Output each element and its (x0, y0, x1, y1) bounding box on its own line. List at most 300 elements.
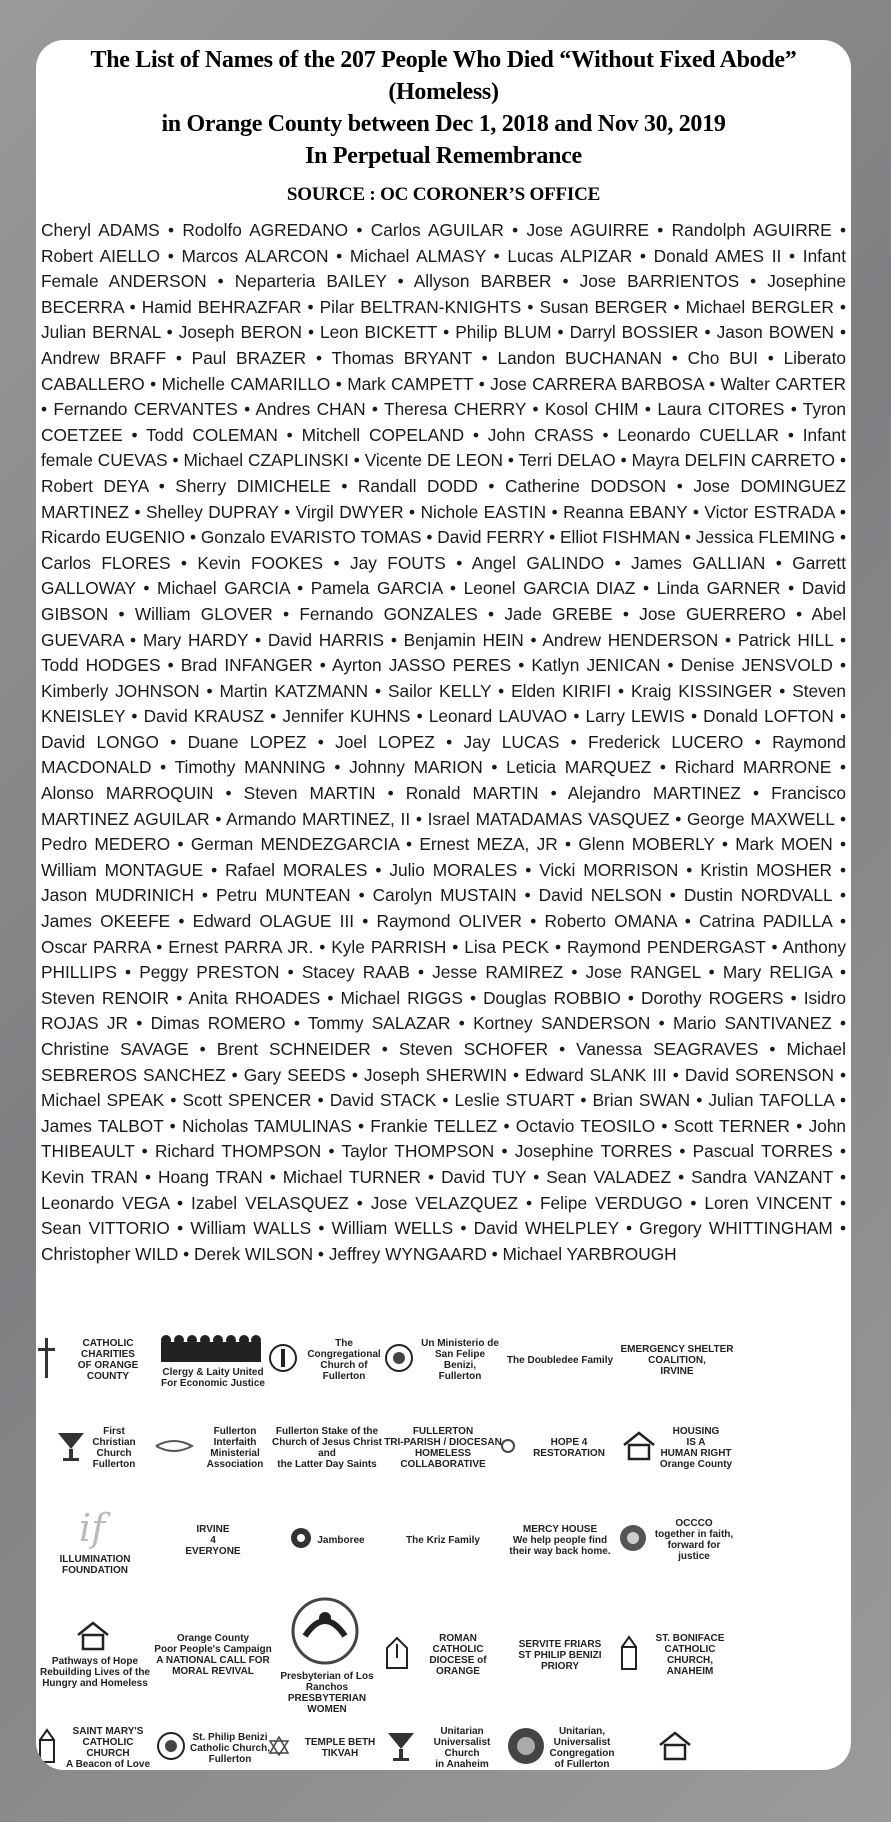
person-name: Derek WILSON (194, 1243, 314, 1264)
separator: • (832, 885, 847, 906)
separator: • (739, 271, 768, 292)
person-name: Rafael MORALES (225, 859, 368, 880)
person-name: Susan BERGER (539, 296, 668, 317)
separator: • (301, 296, 320, 317)
separator: • (502, 450, 519, 471)
person-name: Garrett GALLOWAY (41, 552, 847, 599)
person-name: Jose VELAZQUEZ (370, 1192, 519, 1213)
person-name: Josephine TORRES (514, 1141, 673, 1162)
separator: • (345, 1064, 364, 1085)
person-name: Darryl BOSSIER (569, 322, 699, 343)
person-name: Josephine BECERRA (41, 271, 847, 317)
sponsor-name (92, 1426, 135, 1470)
separator: • (354, 911, 377, 932)
dove-icon (290, 1596, 360, 1671)
person-name: Jason BOWEN (716, 322, 834, 343)
person-name: Elliot FISHMAN (560, 527, 681, 548)
separator: • (511, 655, 532, 676)
separator: • (743, 731, 773, 752)
sponsor-line: St. Philip Benizi (192, 1731, 268, 1743)
person-name: Michael SPEAK (41, 1090, 165, 1111)
separator: • (450, 1013, 474, 1034)
separator: • (503, 220, 527, 240)
separator: • (655, 1115, 674, 1136)
person-name: Michael RIGGS (340, 987, 463, 1008)
person-name: Sean VITTORIO (41, 1218, 170, 1239)
separator: • (123, 296, 142, 317)
sponsor-logo (154, 1500, 272, 1580)
person-name: Mayra DELFIN CARRETO (631, 450, 836, 471)
person-name: John CRASS (487, 424, 594, 445)
separator: • (832, 834, 847, 855)
person-name: Steven SCHOFER (398, 1039, 549, 1059)
person-name: Richard THOMPSON (154, 1141, 322, 1162)
separator: • (263, 706, 283, 727)
separator: • (368, 680, 388, 701)
sponsor-line: Church (96, 1448, 132, 1459)
separator: • (409, 962, 433, 983)
separator: • (649, 220, 672, 240)
person-name: Nicholas TAMULINAS (181, 1115, 352, 1136)
jamboree-icon (289, 1526, 313, 1555)
person-name: Dorothy ROGERS (641, 987, 784, 1008)
sponsor-line: HOUSING (672, 1426, 720, 1437)
sponsor-line: Church of Fullerton (320, 1360, 368, 1382)
separator: • (593, 424, 618, 445)
person-name: William WELLS (331, 1218, 454, 1239)
person-name: Cheryl ADAMS (41, 220, 160, 240)
person-name: Kyle PARRISH (331, 936, 447, 957)
separator: • (548, 1039, 577, 1059)
sponsor-line: HOPE 4 RESTORATION (533, 1437, 605, 1459)
title-line-3: In Perpetual Remembrance (305, 143, 582, 169)
separator: • (169, 1218, 191, 1239)
person-name: Mario SANTIVANEZ (673, 1013, 832, 1034)
separator: • (123, 629, 143, 650)
separator: • (718, 629, 738, 650)
person-name: Jose GUERRERO (639, 603, 786, 624)
separator: • (831, 757, 846, 778)
person-name: Mark MOEN (735, 834, 833, 855)
separator: • (306, 347, 332, 368)
person-name: Joseph BERON (178, 322, 302, 343)
seal-icon (156, 1731, 186, 1766)
source-line: SOURCE : OC CORONER’S OFFICE (286, 184, 601, 205)
sponsor-name (294, 1737, 386, 1759)
sponsor-logo (36, 1320, 154, 1400)
person-name: Petru MUNTEAN (215, 885, 351, 906)
separator: • (351, 1115, 371, 1136)
person-name: Alonso MARROQUIN (41, 783, 214, 804)
separator: • (160, 245, 182, 266)
separator: • (321, 1141, 342, 1162)
separator: • (832, 1166, 847, 1187)
separator: • (367, 859, 390, 880)
person-name: Michael CZAPLINSKI (183, 450, 349, 471)
person-name: Frankie TELLEZ (370, 1115, 498, 1136)
sponsor-line: Unitarian, (558, 1726, 606, 1737)
person-name: Jason MUDRINICH (41, 885, 194, 906)
separator: • (785, 603, 812, 624)
person-name: Walter CARTER (720, 373, 847, 394)
separator: • (421, 1166, 442, 1187)
separator: • (225, 1064, 244, 1085)
person-name: Leonard LAUVAO (428, 706, 568, 727)
sponsor-line: Ministerial Association (206, 1448, 264, 1470)
sponsor-name (660, 1426, 732, 1470)
person-name: Jennifer KUHNS (282, 706, 411, 727)
separator: • (551, 322, 570, 343)
sponsor-logo (618, 1708, 736, 1770)
person-name: Julian TAFOLLA (708, 1090, 834, 1111)
separator: • (471, 347, 498, 368)
separator: • (632, 245, 654, 266)
person-name: Leticia MARQUEZ (506, 757, 652, 778)
person-name: Michael GARCIA (157, 578, 290, 599)
sponsor-name (384, 1426, 502, 1470)
person-name: Jade GREBE (504, 603, 613, 624)
separator: • (348, 450, 365, 471)
separator: • (538, 783, 568, 804)
person-name: Brad INFANGER (180, 655, 313, 676)
person-name: Alejandro MARTINEZ (567, 783, 741, 804)
separator: • (772, 680, 793, 701)
separator: • (116, 962, 140, 983)
sponsor-line: Un Ministerio de (421, 1338, 499, 1349)
sponsor-name (418, 1338, 502, 1382)
sponsor-logo (618, 1408, 736, 1488)
house-icon (658, 1731, 692, 1766)
church-icon (36, 1728, 58, 1769)
sponsor-logo (384, 1605, 502, 1705)
person-name: Patrick HILL (737, 629, 834, 650)
sponsor-line: FULLERTON (412, 1426, 474, 1437)
person-name: Jay FOUTS (349, 552, 446, 573)
person-name: Richard MARRONE (674, 757, 832, 778)
separator: • (698, 322, 717, 343)
separator: • (163, 1115, 182, 1136)
sponsor-logo (36, 1500, 154, 1580)
sponsor-line: OF ORANGE COUNTY (77, 1360, 139, 1382)
separator: • (446, 936, 465, 957)
person-name: Duane LOPEZ (187, 731, 307, 752)
sponsor-line: The Congregational (307, 1338, 381, 1360)
sponsor-name (621, 1344, 734, 1377)
separator: • (660, 655, 681, 676)
person-name: Kevin FOOKES (197, 552, 324, 573)
sponsor-line: Christian (92, 1437, 136, 1448)
separator: • (213, 783, 244, 804)
sponsor-line: WOMEN (307, 1703, 347, 1715)
sponsor-logo (154, 1408, 272, 1488)
sponsor-line: IRVINE (660, 1365, 694, 1377)
person-name: Christopher WILD (41, 1243, 179, 1264)
separator: • (676, 911, 700, 932)
sponsor-line: IS A (686, 1437, 706, 1448)
sponsor-line: HOMELESS COLLABORATIVE (400, 1448, 486, 1470)
separator: • (491, 680, 512, 701)
separator: • (620, 987, 642, 1008)
person-name: Mary HARDY (142, 629, 249, 650)
person-name: Michael ALMASY (349, 245, 486, 266)
separator: • (559, 731, 589, 752)
sponsor-name (272, 1426, 382, 1470)
person-name: Catrina PADILLA (699, 911, 832, 932)
separator: • (638, 399, 658, 420)
separator: • (780, 578, 802, 599)
title-line-2: in Orange County between Dec 1, 2018 and Nov 30, 2019 (161, 111, 726, 137)
person-name: Cho BUI (687, 347, 758, 368)
person-name: Robert AIELLO (41, 245, 161, 266)
separator: • (615, 450, 632, 471)
separator: • (611, 680, 631, 701)
separator: • (832, 1192, 847, 1213)
person-name: Tommy SALAZAR (307, 1013, 451, 1034)
person-name: Gonzalo EVARISTO TOMAS (200, 527, 422, 548)
person-name: Timothy MANNING (174, 757, 326, 778)
sponsor-line: PRESBYTERIAN (287, 1692, 367, 1704)
person-name: Michael BERGLER (685, 296, 834, 317)
church-icon (618, 1635, 640, 1676)
separator: • (835, 450, 847, 471)
separator: • (784, 399, 803, 420)
person-name: David HARRIS (267, 629, 385, 650)
sponsor-line: Congregation (549, 1748, 615, 1759)
separator: • (783, 987, 804, 1008)
sponsor-line: Fullerton Interfaith (213, 1426, 257, 1448)
person-name: Denise JENSVOLD (680, 655, 833, 676)
sponsor-line: ROMAN CATHOLIC (432, 1633, 484, 1655)
person-name: Frederick LUCERO (588, 731, 744, 752)
separator: • (365, 399, 385, 420)
person-name: David TUY (441, 1166, 527, 1187)
person-name: Neparteria BAILEY (234, 271, 387, 292)
person-name: Thomas BRYANT (331, 347, 472, 368)
person-name: Jose CARRERA BARBOSA (490, 373, 704, 394)
sponsor-name (501, 1524, 619, 1557)
sponsor-line: HUMAN RIGHT (660, 1448, 732, 1459)
person-name: Jose AGUIRRE (526, 220, 650, 240)
sponsor-name (550, 1726, 615, 1770)
person-name: Paul BRAZER (191, 347, 307, 368)
separator: • (188, 1039, 217, 1059)
separator: • (137, 1166, 159, 1187)
sponsor-line: CHARITIES (81, 1349, 135, 1360)
sponsor-logo (268, 1408, 386, 1488)
person-name: Terri DELAO (518, 450, 616, 471)
sponsor-line: CATHOLIC CHURCH, (664, 1644, 716, 1666)
person-name: Joel LOPEZ (335, 731, 435, 752)
person-name: Philip BLUM (455, 322, 552, 343)
separator: • (482, 757, 507, 778)
person-name: Theresa CHERRY (384, 399, 527, 420)
separator: • (209, 808, 227, 829)
sponsor-logo (501, 1408, 619, 1488)
sponsor-line: OCCCO (675, 1518, 713, 1529)
separator: • (312, 655, 333, 676)
sponsor-line: Catholic Church, (189, 1742, 270, 1754)
person-name: Kosol CHIM (544, 399, 639, 420)
separator: • (169, 987, 189, 1008)
person-name: Roberto OMANA (544, 911, 677, 932)
person-name: Armando MARTINEZ, II (226, 808, 411, 829)
separator: • (834, 501, 846, 522)
sponsor-name (507, 1355, 613, 1366)
sponsor-line: A Beacon of Love (65, 1759, 151, 1770)
separator: • (765, 936, 783, 957)
sponsor-line: IRVINE (196, 1523, 230, 1535)
person-name: Michael SEBREROS SANCHEZ (41, 1039, 847, 1085)
separator: • (434, 731, 464, 752)
separator: • (170, 552, 198, 573)
sponsor-line: The Kriz Family (406, 1534, 480, 1546)
person-name: Michelle CAMARILLO (161, 373, 331, 394)
separator: • (494, 1141, 515, 1162)
separator: • (203, 859, 226, 880)
person-name: Scott TERNER (673, 1115, 791, 1136)
separator: • (169, 1192, 192, 1213)
sponsor-line: DIOCESE of ORANGE (429, 1655, 487, 1677)
separator: • (159, 220, 183, 240)
person-name: Jose RANGEL (585, 962, 701, 983)
separator: • (666, 1064, 685, 1085)
separator: • (151, 757, 175, 778)
sponsor-line: and (318, 1448, 336, 1459)
separator: • (160, 322, 179, 343)
person-name: Mark CAMPETT (347, 373, 474, 394)
person-name: Elden KIRIFI (511, 680, 612, 701)
person-name: Allyson BARBER (413, 271, 552, 292)
person-name: Gregory WHITTINGHAM (639, 1218, 833, 1239)
sponsor-line: For Economic Justice (161, 1377, 265, 1389)
person-name: Mary RELIGA (722, 962, 832, 983)
person-name: Liberato CABALLERO (41, 347, 847, 394)
house-icon (622, 1431, 656, 1466)
separator: • (832, 859, 846, 880)
person-name: German MENDEZGARCIA (190, 834, 399, 855)
separator: • (129, 501, 147, 522)
person-name: Raymond OLIVER (376, 911, 523, 932)
person-name: Steven KNEISLEY (41, 680, 847, 727)
separator: • (170, 911, 193, 932)
separator: • (301, 322, 321, 343)
person-name: Kimberly JOHNSON (41, 680, 200, 701)
handshake-icon (154, 1436, 194, 1461)
separator: • (485, 245, 508, 266)
sponsor-logo (384, 1408, 502, 1488)
chalice-icon (384, 1729, 418, 1768)
sponsor-logo (618, 1605, 736, 1705)
separator: • (167, 450, 184, 471)
sponsor-name (422, 1726, 502, 1770)
person-name: Marcos ALARCON (181, 245, 329, 266)
person-name: Glenn MOBERLY (578, 834, 715, 855)
separator: • (522, 911, 545, 932)
sponsor-line: FOUNDATION (62, 1564, 128, 1576)
separator: • (328, 245, 350, 266)
person-name: David WHELPLEY (473, 1218, 619, 1239)
person-name: Raymond MACDONALD (41, 731, 847, 778)
separator: • (574, 1090, 593, 1111)
sponsor-name (652, 1518, 736, 1562)
separator: • (185, 527, 201, 548)
person-name: Pamela GARCIA (310, 578, 443, 599)
sponsor-line: Fullerton (92, 1459, 136, 1470)
person-name: Leslie STUART (454, 1090, 575, 1111)
svg-text:if: if (79, 1505, 106, 1549)
sponsor-line: ILLUMINATION (59, 1553, 131, 1565)
separator: • (834, 808, 846, 829)
person-name: Dustin NORDVALL (683, 885, 833, 906)
sponsor-name (190, 1732, 270, 1765)
separator: • (557, 834, 579, 855)
separator: • (517, 859, 540, 880)
sponsor-line: SERVITE FRIARS (518, 1638, 602, 1650)
sponsor-name (161, 1367, 265, 1389)
sponsor-logo (36, 1708, 154, 1770)
person-name: Tyron COETZEE (41, 399, 847, 445)
star-icon (268, 1735, 290, 1762)
sponsor-line: Orange County (176, 1633, 250, 1644)
sponsor-line: ANAHEIM (666, 1666, 714, 1677)
person-name: Ricardo EUGENIO (41, 527, 186, 548)
separator: • (612, 603, 640, 624)
person-name: Linda GARNER (656, 578, 781, 599)
sponsor-line: Orange County (659, 1459, 733, 1470)
person-name: James GALLIAN (631, 552, 766, 573)
sponsor-line: ST. BONIFACE (655, 1633, 725, 1644)
sponsor-line: the Latter Day Saints (277, 1459, 377, 1470)
sponsor-line: in Anaheim (435, 1759, 489, 1770)
person-name: Infant Female ANDERSON (41, 245, 847, 292)
separator: • (546, 501, 564, 522)
separator: • (563, 962, 586, 983)
person-name: Jesse RAMIREZ (432, 962, 564, 983)
person-name: Sean VALADEZ (546, 1166, 672, 1187)
sponsor-name (414, 1633, 502, 1677)
person-name: Jay LUCAS (463, 731, 560, 752)
sponsor-line: EVERYONE (185, 1545, 241, 1557)
sponsor-line: Fullerton Stake of the (275, 1426, 379, 1437)
separator: • (833, 629, 847, 650)
separator: • (832, 1141, 847, 1162)
person-name: Leonardo CUELLAR (617, 424, 779, 445)
separator: • (516, 885, 539, 906)
separator: • (199, 680, 220, 701)
separator: • (832, 655, 847, 676)
person-name: Julian BERNAL (41, 322, 161, 343)
separator: • (384, 629, 404, 650)
separator: • (398, 834, 420, 855)
sponsor-line: ST PHILIP BENIZI PRIORY (518, 1649, 602, 1672)
separator: • (831, 220, 847, 240)
person-name: Infant female CUEVAS (41, 424, 846, 471)
separator: • (661, 885, 684, 906)
sponsor-line: Rebuilding Lives of the Hungry and Homeless (39, 1667, 150, 1689)
person-name: Felipe VERDUGO (539, 1192, 683, 1213)
separator: • (486, 1243, 503, 1264)
separator: • (700, 962, 723, 983)
person-name: James TALBOT (41, 1115, 164, 1136)
church-seal-icon (268, 1343, 298, 1378)
sponsor-line: First (103, 1426, 125, 1437)
separator: • (778, 424, 803, 445)
chalice-icon (54, 1429, 88, 1468)
separator: • (453, 1218, 474, 1239)
sponsor-line: We help people find their way back home. (509, 1534, 611, 1557)
person-name: Vanessa SEAGRAVES (576, 1039, 759, 1059)
sponsor-line: MERCY HOUSE (522, 1523, 598, 1535)
